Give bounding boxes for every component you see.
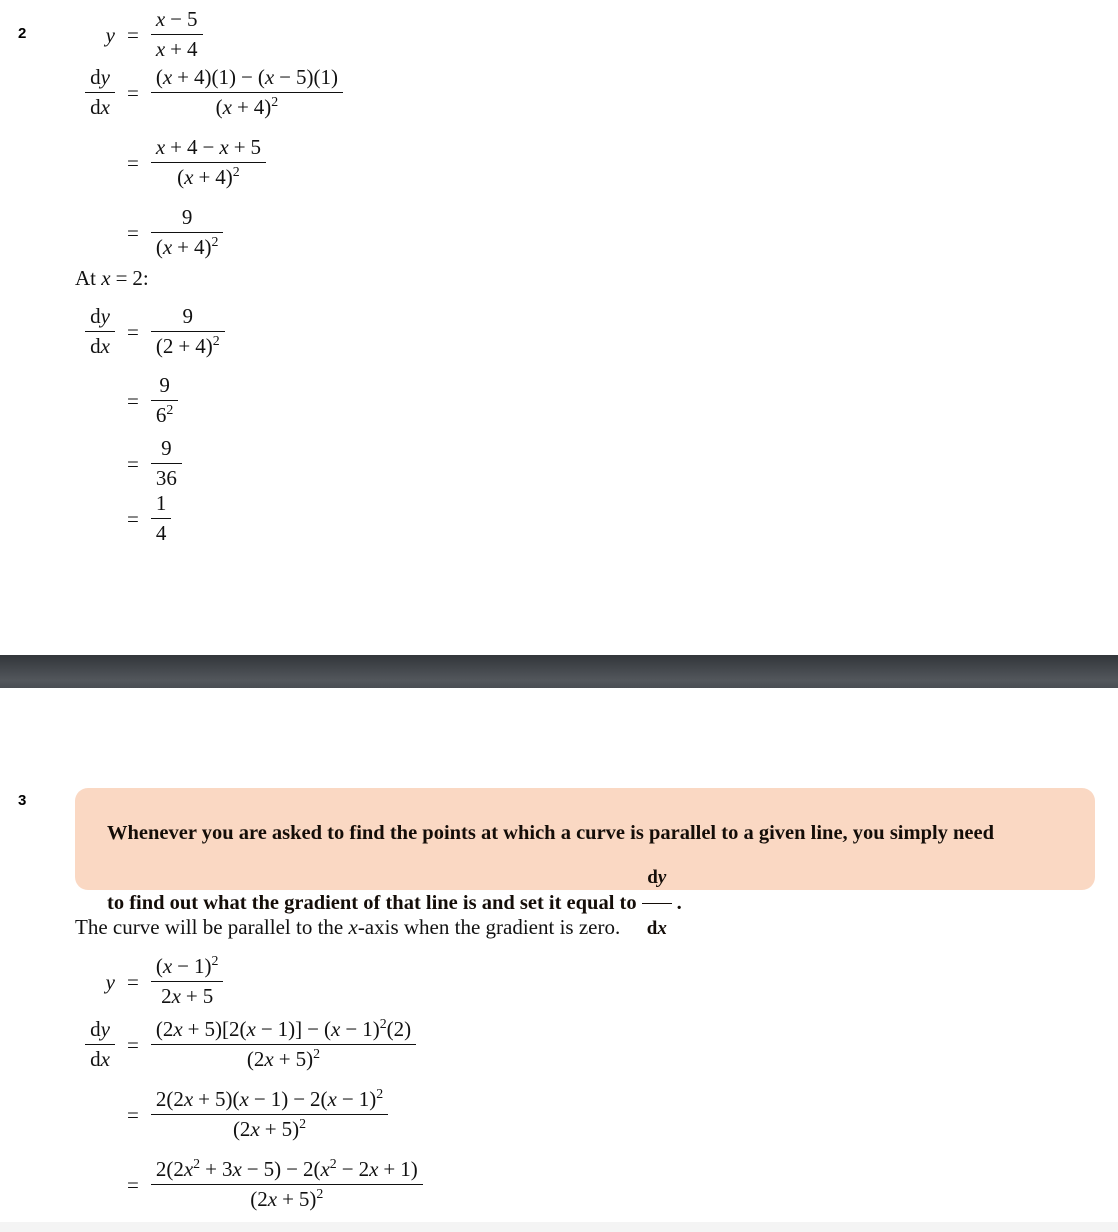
- equation-lhs: y: [105, 23, 115, 47]
- question-number-2: 2: [18, 25, 27, 42]
- equals-sign: =: [127, 151, 139, 175]
- equation-lhs: [57, 1018, 115, 1073]
- equals-sign: =: [127, 1173, 139, 1197]
- equation-rhs: [151, 305, 225, 360]
- fraction-denominator: $(2 + 4)^2$: [155, 332, 220, 358]
- derivative-fraction: [85, 1017, 115, 1072]
- fraction-denominator: dx: [90, 333, 110, 358]
- fraction: [151, 1087, 388, 1142]
- equation-lhs: [57, 305, 115, 360]
- fraction-denominator: $(x + 4)^2$: [177, 163, 240, 189]
- callout-period: .: [676, 891, 682, 914]
- fraction: [151, 436, 182, 491]
- question-number-3: 3: [18, 792, 27, 809]
- fraction-numerator: 9: [151, 373, 178, 401]
- equation-rhs: [151, 136, 266, 191]
- equation-row: [57, 8, 203, 63]
- derivative-fraction: [85, 304, 115, 359]
- equals-sign: =: [127, 81, 139, 105]
- fraction-numerator: dy: [85, 65, 115, 93]
- equation-rhs: [151, 206, 224, 261]
- equals-sign: =: [127, 23, 139, 47]
- fraction-numerator: 9: [151, 436, 182, 464]
- fraction-numerator: $(x - 1)^2$: [151, 954, 224, 982]
- equation-lhs: y: [105, 970, 115, 994]
- equals-sign: =: [127, 1103, 139, 1127]
- fraction-numerator: dy: [85, 1017, 115, 1045]
- fraction: [151, 1157, 423, 1212]
- equation-row: [57, 1085, 388, 1143]
- equation-row: [57, 136, 266, 191]
- fraction-denominator: 36: [155, 465, 177, 490]
- equation-rhs: [151, 1015, 416, 1073]
- fraction-denominator: $(2x + 5)^2$: [246, 1045, 321, 1071]
- equation-rhs: [151, 66, 343, 121]
- fraction-numerator: x − 5: [151, 7, 203, 35]
- equation-rhs: [151, 952, 224, 1010]
- fraction-numerator: 1: [151, 491, 172, 519]
- derivative-fraction-inline: [642, 867, 677, 940]
- fraction: [151, 65, 343, 120]
- fraction: [151, 135, 266, 190]
- derivative-fraction: [85, 65, 115, 120]
- equation-row: [57, 305, 225, 360]
- explanation-text: The curve will be parallel to the x-axis when the gradient is zero.: [75, 915, 621, 939]
- equation-rhs: [151, 374, 178, 429]
- substitution-label: At x = 2:: [75, 266, 149, 290]
- equals-sign: =: [127, 452, 139, 476]
- equation-rhs: [151, 437, 182, 492]
- fraction-denominator: x + 4: [155, 36, 198, 61]
- derivative-fraction: [642, 855, 672, 952]
- fraction-denominator: $(x + 4)^2$: [215, 93, 279, 119]
- fraction-denominator: $(2x + 5)^2$: [232, 1115, 307, 1141]
- fraction-denominator: $6^2$: [155, 401, 174, 427]
- equation-row: [57, 1155, 423, 1213]
- equation-row: [57, 492, 171, 547]
- fraction-denominator: dx: [646, 918, 667, 940]
- fraction-denominator: dx: [90, 1046, 110, 1071]
- callout-line-1: Whenever you are asked to find the points at which a curve is parallel to a given line, you simply need: [107, 822, 995, 844]
- equation-rhs: [151, 1155, 423, 1213]
- fraction: [151, 373, 178, 428]
- section-divider: [0, 655, 1118, 688]
- equation-lhs: [57, 66, 115, 121]
- equals-sign: =: [127, 970, 139, 994]
- fraction-numerator: $2(2x^2 + 3x - 5) - 2(x^2 - 2x + 1)$: [151, 1157, 423, 1185]
- equation-rhs: [151, 8, 203, 63]
- fraction: [151, 1017, 416, 1072]
- equals-sign: =: [127, 1033, 139, 1057]
- fraction-denominator: $(2x + 5)^2$: [250, 1185, 324, 1211]
- fraction-numerator: x + 4 − x + 5: [151, 135, 266, 163]
- equals-sign: =: [127, 507, 139, 531]
- equation-row: [57, 374, 178, 429]
- fraction: [151, 304, 225, 359]
- fraction-numerator: $2(2x + 5)(x - 1) - 2(x - 1)^2$: [151, 1087, 388, 1115]
- equation-row: [57, 1015, 416, 1073]
- equals-sign: =: [127, 320, 139, 344]
- equation-row: [57, 437, 182, 492]
- fraction: [151, 954, 224, 1009]
- equation-row: [57, 66, 343, 121]
- fraction-numerator: dy: [642, 855, 672, 904]
- equation-rhs: [151, 1085, 388, 1143]
- fraction-numerator: (x + 4)(1) − (x − 5)(1): [151, 65, 343, 93]
- fraction-numerator: 9: [151, 304, 225, 332]
- fraction: [151, 7, 203, 62]
- fraction-denominator: dx: [90, 94, 110, 119]
- fraction-numerator: dy: [85, 304, 115, 332]
- fraction-denominator: $(x + 4)^2$: [155, 233, 219, 259]
- callout-line-2-text: to find out what the gradient of that line is and set it equal to: [107, 891, 637, 914]
- fraction-numerator: $(2x + 5)[2(x - 1)] - (x - 1)^2(2)$: [151, 1017, 416, 1045]
- page-bottom-edge: [0, 1222, 1118, 1232]
- fraction: [151, 491, 172, 546]
- fraction-numerator: 9: [151, 205, 224, 233]
- equation-row: [57, 952, 223, 1010]
- fraction-denominator: 2x + 5: [161, 983, 214, 1008]
- equation-rhs: [151, 492, 172, 547]
- equation-row: [57, 206, 223, 261]
- equals-sign: =: [127, 389, 139, 413]
- fraction-denominator: 4: [155, 520, 167, 545]
- equals-sign: =: [127, 221, 139, 245]
- fraction: [151, 205, 224, 260]
